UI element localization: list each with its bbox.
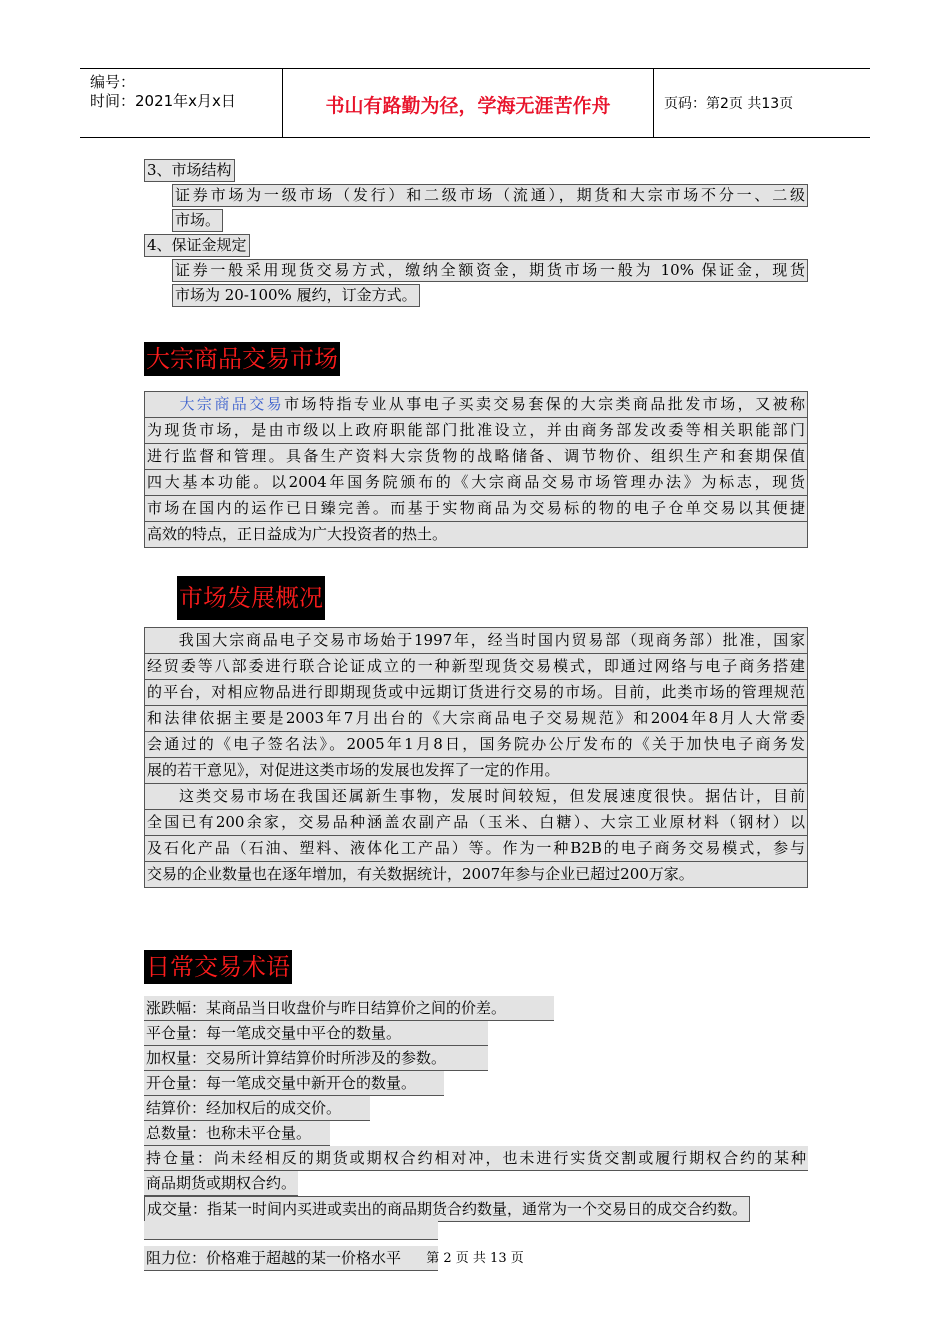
market-structure-line [172, 208, 808, 233]
margin-text-1: 证券一般采用现货交易方式，缴纳全额资金，期货市场一般为 10% 保证金，现货 [172, 259, 808, 282]
list-item [144, 996, 808, 1021]
dev-line-6: 展的若干意见》，对促进这类市场的发展也发挥了一定的作用。 [147, 761, 560, 779]
market-structure-heading-line [144, 158, 808, 183]
term-text: 商品期货或期权合约。 [144, 1171, 298, 1196]
motto: 书山有路勤为径，学海无涯苦作舟 [325, 95, 611, 117]
term-text: 持仓量：尚未经相反的期货或期权合约相对冲，也未进行实货交割或履行期权合约的某种 [144, 1146, 808, 1171]
market-structure-heading: 3、市场结构 [144, 159, 235, 182]
page-header [80, 68, 870, 138]
header-page-cell [654, 69, 870, 137]
bulk-line [145, 392, 807, 418]
dev-line-7 [145, 783, 807, 810]
term-text: 结算价：经加权后的成交价。 [144, 1096, 370, 1121]
list-item [144, 1046, 808, 1071]
development-paragraph [144, 627, 808, 888]
list-item [144, 1121, 808, 1146]
dev-line-3: 的平台，对相应物品进行即期现货或中远期订货进行交易的市场。目前，此类市场的管理规范 [145, 680, 807, 706]
list-item-spacer [144, 1221, 808, 1246]
margin-heading: 4、保证金规定 [144, 234, 250, 257]
header-meta-cell [80, 69, 283, 137]
dev-line-4: 和法律依据主要是2003年7月出台的《大宗商品电子交易规范》和2004年8月人大常委 [145, 706, 807, 732]
page-footer: 第 2 页 共 13 页 [426, 1251, 524, 1266]
header-motto-cell [283, 69, 654, 137]
list-item [144, 1146, 808, 1171]
dev-line-5: 会通过的《电子签名法》。2005年1月8日，国务院办公厅发布的《关于加快电子商务发 [145, 732, 807, 758]
margin-text-2: 市场为 20-100% 履约，订金方式。 [172, 284, 420, 307]
term-text: 涨跌幅：某商品当日收盘价与昨日结算价之间的价差。 [144, 996, 554, 1021]
term-text: 加权量：交易所计算结算价时所涉及的参数。 [144, 1046, 488, 1071]
margin-line [172, 258, 808, 283]
bulk-market-title: 大宗商品交易市场 [144, 342, 340, 376]
margin-line [172, 283, 808, 308]
bulk-title-row [144, 342, 808, 376]
list-item [144, 1021, 808, 1046]
term-text: 成交量：指某一时间内买进或卖出的商品期货合约数量，通常为一个交易日的成交合约数。 [144, 1196, 750, 1222]
bulk-line-5: 市场在国内的运作已日臻完善。而基于实物商品为交易标的物的电子仓单交易以其便捷 [145, 496, 807, 522]
bulk-link[interactable]: 大宗商品交易 [177, 395, 285, 413]
terms-title-row [144, 950, 808, 984]
dev-line-8: 全国已有200余家，交易品种涵盖农副产品（玉米、白糖）、大宗工业原材料（钢材）以 [145, 810, 807, 836]
bulk-line-2: 为现货市场，是由市级以上政府职能部门批准设立，并由商务部发改委等相关职能部门 [145, 418, 807, 444]
market-structure-text-1: 证券市场为一级市场（发行）和二级市场（流通），期货和大宗市场不分一、二级 [172, 184, 808, 207]
market-structure-text-2: 市场。 [172, 209, 223, 232]
list-item [144, 1171, 808, 1196]
dev-line-1 [145, 628, 807, 654]
terms-title: 日常交易术语 [144, 950, 292, 984]
dev-line-1-text: 我国大宗商品电子交易市场始于1997年，经当时国内贸易部（现商务部）批准，国家 [177, 631, 805, 649]
term-text: 开仓量：每一笔成交量中新开仓的数量。 [144, 1071, 444, 1096]
bulk-line-6: 高效的特点，正日益成为广大投资者的热土。 [147, 525, 448, 543]
margin-heading-line [144, 233, 808, 258]
bulk-market-paragraph [144, 391, 808, 548]
time-label: 时间：2021年x月x日 [90, 92, 236, 110]
dev-line-7-text: 这类交易市场在我国还属新生事物，发展时间较短，但发展速度很快。据估计，目前 [177, 787, 805, 805]
term-text: 总数量：也称未平仓量。 [144, 1121, 330, 1146]
dev-line-9: 及石化产品（石油、塑料、液体化工产品）等。作为一种B2B的电子商务交易模式，参与 [145, 836, 807, 862]
development-title: 市场发展概况 [177, 576, 325, 620]
term-text: 平仓量：每一笔成交量中平仓的数量。 [144, 1021, 488, 1046]
document-body [144, 158, 808, 1271]
list-item [144, 1196, 808, 1221]
development-title-row [177, 576, 808, 620]
term-text: 阻力位：价格难于超越的某一价格水平 [144, 1246, 438, 1271]
dev-line-2: 经贸委等八部委进行联合论证成立的一种新型现货交易模式，即通过网络与电子商务搭建 [145, 654, 807, 680]
list-item [144, 1071, 808, 1096]
bulk-line-4: 四大基本功能。以2004年国务院颁布的《大宗商品交易市场管理办法》为标志，现货 [145, 470, 807, 496]
terms-list [144, 996, 808, 1271]
page-info: 页码：第2页 共13页 [664, 96, 794, 112]
number-label: 编号： [90, 73, 136, 91]
bulk-line-3: 进行监督和管理。具备生产资料大宗货物的战略储备、调节物价、组织生产和套期保值 [145, 444, 807, 470]
bulk-line-1: 市场特指专业从事电子买卖交易套保的大宗类商品批发市场，又被称 [284, 395, 805, 413]
dev-line-10: 交易的企业数量也在逐年增加，有关数据统计，2007年参与企业已超过200万家。 [147, 865, 694, 883]
market-structure-line [172, 183, 808, 208]
list-item [144, 1096, 808, 1121]
